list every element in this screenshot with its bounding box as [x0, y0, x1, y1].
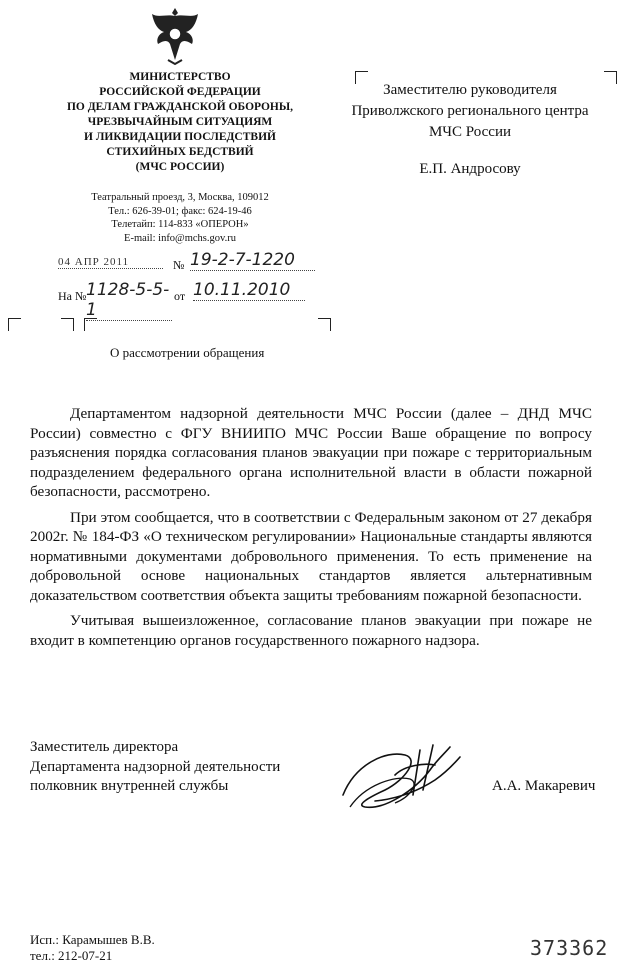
contact-email: E-mail: info@mchs.gov.ru [124, 232, 236, 244]
addressee [340, 80, 600, 143]
position-line: Департамента надзорной деятельности [30, 758, 281, 775]
registration-number: 19-2-7-1220 [190, 250, 315, 271]
signer-name: А.А. Макаревич [492, 778, 596, 794]
contact-phone: Тел.: 626-39-01; факс: 624-19-46 [108, 205, 252, 217]
reference-number: 1128-5-5-1 [86, 280, 172, 321]
letter-body [30, 404, 592, 656]
corner-mark [8, 318, 21, 331]
body-paragraph: При этом сообщается, что в соответствии с Федеральным законом от 27 декабря 2002г. № 184-ФЗ «О техническом регулировании» Национальные стандарты являются нормативными документами добровольного применения. То есть применение на добровольной основе национальных стандартов является альтернативным доказательством соответствия объекта защиты требованиям пожарной безопасности. [30, 508, 592, 604]
ministry-line: ПО ДЕЛАМ ГРАЖДАНСКОЙ ОБОРОНЫ, [66, 101, 294, 113]
ministry-line: ЧРЕЗВЫЧАЙНЫМ СИТУАЦИЯМ [87, 116, 273, 128]
corner-mark [61, 318, 74, 331]
ministry-contacts [60, 191, 300, 245]
ministry-line: МИНИСТЕРСТВО [129, 71, 231, 83]
position-line: Заместитель директора [30, 739, 179, 755]
ministry-line: И ЛИКВИДАЦИИ ПОСЛЕДСТВИЙ [84, 131, 276, 143]
handwritten-signature-icon [335, 735, 465, 820]
addressee-name: Е.П. Андросову [419, 161, 521, 177]
corner-mark [604, 71, 617, 84]
registration-stamp-date: 04 АПР 2011 [58, 256, 163, 269]
body-paragraph: Департаментом надзорной деятельности МЧС России (далее – ДНД МЧС России) совместно с ФГУ ВНИИПО МЧС России Ваше обращение по вопросу разъяснения порядка согласования планов эвакуации при пожаре с территориальным подразделением федерального органа исполнительной власти в области пожарной безопасности, рассмотрено. [30, 405, 592, 500]
registration-number-label: № [173, 258, 185, 272]
ministry-line: РОССИЙСКОЙ ФЕДЕРАЦИИ [99, 86, 261, 98]
state-emblem-icon [148, 4, 202, 66]
position-line: полковник внутренней службы [30, 778, 229, 794]
addressee-line: МЧС России [428, 124, 512, 140]
reference-date: 10.11.2010 [193, 280, 305, 301]
corner-mark [318, 318, 331, 331]
ministry-line: СТИХИЙНЫХ БЕДСТВИЙ [106, 146, 254, 158]
contact-teletype: Телетайп: 114-833 «ОПЕРОН» [111, 219, 249, 230]
addressee-line: Заместителю руководителя [383, 82, 557, 98]
addressee-line: Приволжского регионального центра [351, 103, 589, 119]
corner-mark [84, 318, 97, 331]
ministry-line: (МЧС РОССИИ) [135, 161, 225, 173]
contact-address: Театральный проезд, 3, Москва, 109012 [91, 192, 269, 203]
executor-phone: тел.: 212-07-21 [30, 948, 113, 963]
body-paragraph: Учитывая вышеизложенное, согласование планов эвакуации при пожаре не входит в компетенцию органов государственного пожарного надзора. [30, 612, 592, 649]
document-number: 373362 [530, 936, 609, 960]
reference-prefix: На № [58, 289, 87, 303]
signatory-position [30, 738, 280, 797]
ministry-name [60, 70, 300, 175]
reference-from-label: от [174, 289, 186, 303]
letter-subject: О рассмотрении обращения [110, 345, 265, 360]
executor-info [30, 932, 155, 964]
executor-name: Исп.: Карамышев В.В. [30, 932, 155, 947]
